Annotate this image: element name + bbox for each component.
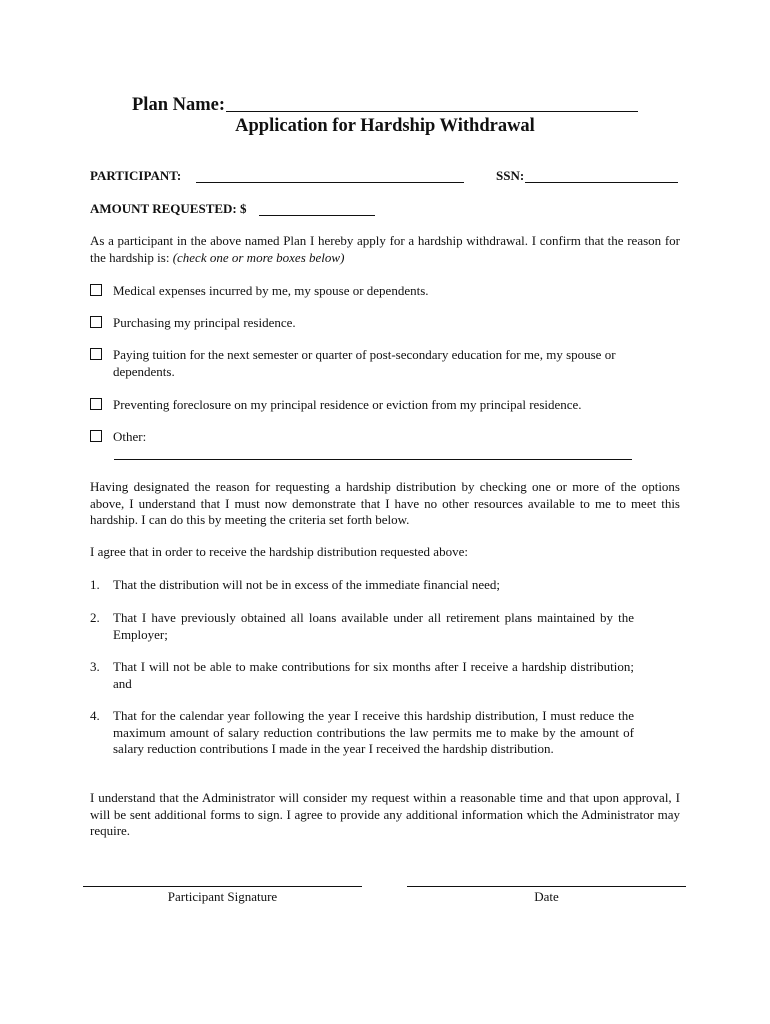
- checkbox-tuition[interactable]: [90, 348, 102, 360]
- participant-label: PARTICIPANT:: [90, 168, 182, 183]
- agree-paragraph: I agree that in order to receive the hardship distribution requested above:: [90, 544, 468, 559]
- participant-signature-field[interactable]: [83, 886, 362, 887]
- participant-field[interactable]: [196, 182, 464, 183]
- plan-name-label: Plan Name:: [132, 95, 225, 115]
- reason-medical: [90, 284, 650, 302]
- condition-text: That I have previously obtained all loans available under all retirement plans maintained by the Employer;: [113, 610, 634, 642]
- other-reason-field[interactable]: [114, 459, 632, 460]
- condition-number: 4.: [90, 708, 100, 723]
- checkbox-residence[interactable]: [90, 316, 102, 328]
- amount-label: AMOUNT REQUESTED: $: [90, 201, 247, 216]
- ssn-label: SSN:: [496, 168, 525, 183]
- condition-number: 1.: [90, 577, 100, 592]
- date-field[interactable]: [407, 886, 686, 887]
- understand-paragraph: I understand that the Administrator will consider my request within a reasonable time and that upon approval, I will be sent additional forms to sign. I agree to provide any additional information which the Administrator may require.: [90, 790, 680, 838]
- date-label: Date: [534, 889, 559, 904]
- condition-text: That the distribution will not be in excess of the immediate financial need;: [113, 577, 501, 592]
- reason-label: Other:: [113, 429, 147, 444]
- ssn-field[interactable]: [525, 182, 678, 183]
- reason-tuition: [90, 348, 650, 382]
- condition-text: That for the calendar year following the year I receive this hardship distribution, I must reduce the maximum amount of salary reduction contributions the law permits me to make by the amount of salary reduction contributions I made in the year I received the hardship distribution.: [113, 708, 634, 756]
- reason-label: Preventing foreclosure on my principal residence or eviction from my principal residence.: [113, 397, 582, 412]
- checkbox-medical[interactable]: [90, 284, 102, 296]
- intro-text: As a participant in the above named Plan I hereby apply for a hardship withdrawal. I confirm that the reason for the hardship is:: [90, 233, 680, 265]
- checkbox-other[interactable]: [90, 430, 102, 442]
- reason-other: [90, 430, 650, 448]
- amount-field[interactable]: [259, 215, 375, 216]
- reason-residence: [90, 316, 650, 334]
- reason-foreclosure: [90, 398, 650, 416]
- reason-label: Medical expenses incurred by me, my spouse or dependents.: [113, 283, 429, 298]
- form-title: Application for Hardship Withdrawal: [235, 116, 535, 136]
- condition-text: That I will not be able to make contributions for six months after I receive a hardship distribution; and: [113, 659, 634, 691]
- intro-instruction: (check one or more boxes below): [172, 249, 345, 265]
- reason-label: Purchasing my principal residence.: [113, 315, 296, 330]
- condition-number: 2.: [90, 610, 100, 625]
- designated-paragraph: Having designated the reason for requesting a hardship distribution by checking one or more of the options above, I understand that I must now demonstrate that I have no other resources available to me to meet this hardship. I can do this by meeting the criteria set forth below.: [90, 479, 680, 527]
- checkbox-foreclosure[interactable]: [90, 398, 102, 410]
- participant-signature-label: Participant Signature: [167, 889, 278, 904]
- condition-number: 3.: [90, 659, 100, 674]
- intro-paragraph: [90, 233, 680, 266]
- reason-label: Paying tuition for the next semester or quarter of post-secondary education for me, my spouse or dependents.: [113, 347, 616, 379]
- plan-name-field[interactable]: [226, 111, 638, 112]
